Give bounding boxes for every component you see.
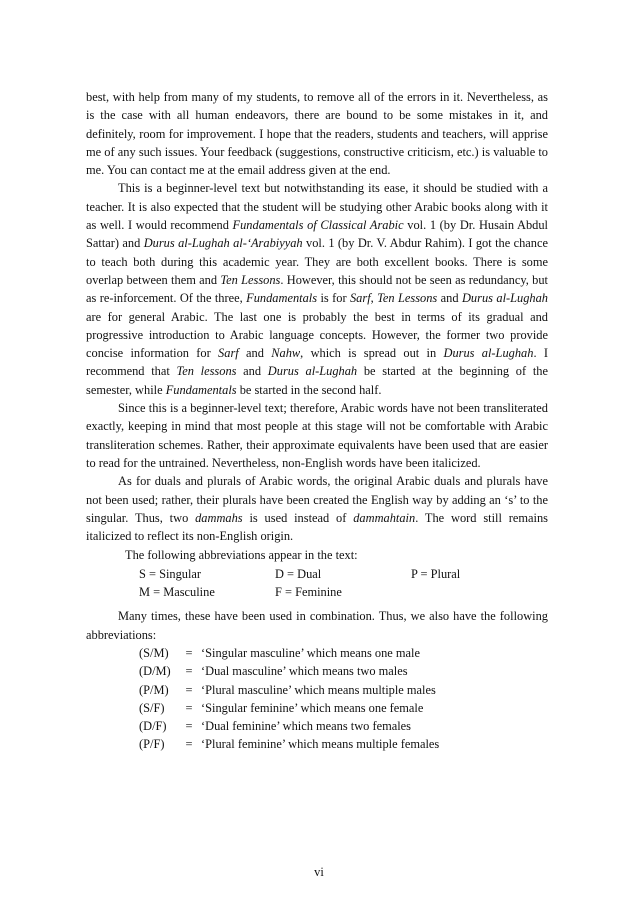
combinations-list [86, 644, 548, 754]
combination-code: (S/M) [139, 645, 169, 660]
text-run: are for general Arabic. The last one is probably the best in terms of its gradual and progressive introduction to Arabic language concepts. However, the former two provide concise information for [86, 309, 548, 361]
combination-code: (P/F) [139, 737, 165, 752]
text-run: , [370, 291, 378, 306]
combination-row [139, 662, 548, 680]
italic-text: Ten lessons [176, 364, 237, 379]
text-run: is for [317, 291, 350, 306]
text-run: be started at the beginning of the semester, while [86, 364, 548, 397]
equals-sign: = [185, 664, 193, 679]
combination-code: (S/F) [139, 700, 165, 715]
abbreviation-item: S = Singular [139, 566, 202, 581]
italic-text: Sarf [349, 291, 371, 306]
combination-row [139, 681, 548, 699]
text-run: , which is spread out in [300, 346, 444, 361]
text-run: and [437, 291, 462, 306]
paragraph [86, 179, 548, 399]
italic-text: Fundamentals [246, 291, 318, 306]
page-number: vi [314, 865, 324, 879]
combination-meaning: ‘Plural masculine’ which means multiple males [201, 682, 436, 697]
equals-sign: = [185, 645, 193, 660]
text-run: . I recommend that [86, 346, 548, 379]
abbreviation-item: D = Dual [275, 566, 322, 581]
italic-text: Durus al-Lughah al-‘Arabiyyah [143, 236, 303, 251]
text-run: Since this is a beginner-level text; therefore, Arabic words have not been transliterated exactly, keeping in mind that most people at this stage will not be comfortable with Arabic transliteration schemes. Rather, their approximate equivalents have been used that are easier to read for the untrained. Nevertheless, non-English words have been italicized. [86, 401, 548, 470]
equals-sign: = [185, 700, 193, 715]
text-run: . However, this should not be seen as redundancy, but as re-inforcement. Of the three, [86, 272, 548, 306]
italic-text: Durus al-Lughah [267, 364, 358, 379]
italic-text: Durus al-Lughah [461, 291, 549, 306]
equals-sign: = [185, 682, 193, 697]
combination-row [139, 699, 548, 717]
abbreviation-item: M = Masculine [139, 585, 215, 600]
paragraph [86, 399, 548, 472]
combination-meaning: ‘Singular masculine’ which means one male [201, 645, 420, 660]
combination-meaning: ‘Dual feminine’ which means two females [201, 719, 411, 734]
italic-text: Nahw [271, 346, 301, 361]
text-run: . The word still remains italicized to reflect its non-English origin. [86, 510, 548, 544]
text-run: and [236, 364, 268, 379]
italic-text: dammahs [195, 510, 243, 525]
italic-text: Fundamentals of Classical Arabic [232, 218, 404, 233]
text-run: This is a beginner-level text but notwithstanding its ease, it should be studied with a teacher. It is also expected that the student will be studying other Arabic books along with it as well. I would recommend [86, 181, 548, 233]
combination-meaning: ‘Plural feminine’ which means multiple females [201, 737, 440, 752]
text-run: vol. 1 (by Dr. V. Abdur Rahim). I got the chance to teach both during this academic year. They are both excellent books. There is some overlap between them and [86, 236, 548, 287]
paragraph [86, 472, 548, 545]
text-run: vol. 1 (by Dr. Husain Abdul Sattar) and [86, 218, 548, 251]
combination-row [139, 717, 548, 735]
text-run: be started in the second half. [236, 382, 382, 397]
italic-text: Ten Lessons [220, 272, 281, 287]
equals-sign: = [185, 737, 193, 752]
paragraphs [86, 88, 548, 545]
combination-row [139, 735, 548, 753]
body-text [86, 88, 548, 754]
abbreviation-item: P = Plural [411, 566, 461, 581]
italic-text: Ten Lessons [377, 291, 438, 306]
abbreviations-list [86, 565, 548, 602]
italic-text: Sarf [218, 346, 239, 361]
combination-meaning: ‘Dual masculine’ which means two males [201, 664, 408, 679]
abbreviations-intro: The following abbreviations appear in the text: [125, 548, 358, 563]
text-run: is used instead of [242, 510, 354, 525]
text-run: and [238, 346, 272, 361]
combinations-intro: Many times, these have been used in combination. Thus, we also have the following abbreviations: [86, 609, 548, 642]
italic-text: Fundamentals [165, 382, 237, 397]
combination-meaning: ‘Singular feminine’ which means one female [201, 700, 424, 715]
text-run: As for duals and plurals of Arabic words, the original Arabic duals and plurals have not been used; rather, their plurals have been created the English way by adding an ‘s’ to the singular. Thus, two [86, 474, 548, 525]
text-run: best, with help from many of my students, to remove all of the errors in it. Nevertheless, as is the case with all human endeavors, there are bound to be some mistakes in it, and definitely, room for improvement. I hope that the readers, students and teachers, will apprise me of any such issues. Your feedback (suggestions, constructive criticism, etc.) is valuable to me. You can contact me at the email address given at the end. [86, 90, 548, 178]
paragraph [86, 88, 548, 179]
combination-code: (D/F) [139, 719, 167, 734]
italic-text: dammahtain [353, 510, 416, 525]
equals-sign: = [185, 719, 193, 734]
combination-row [139, 644, 548, 662]
abbreviation-item: F = Feminine [275, 585, 342, 600]
combination-code: (P/M) [139, 682, 169, 697]
combination-code: (D/M) [139, 664, 171, 679]
italic-text: Durus al-Lughah [443, 346, 534, 361]
